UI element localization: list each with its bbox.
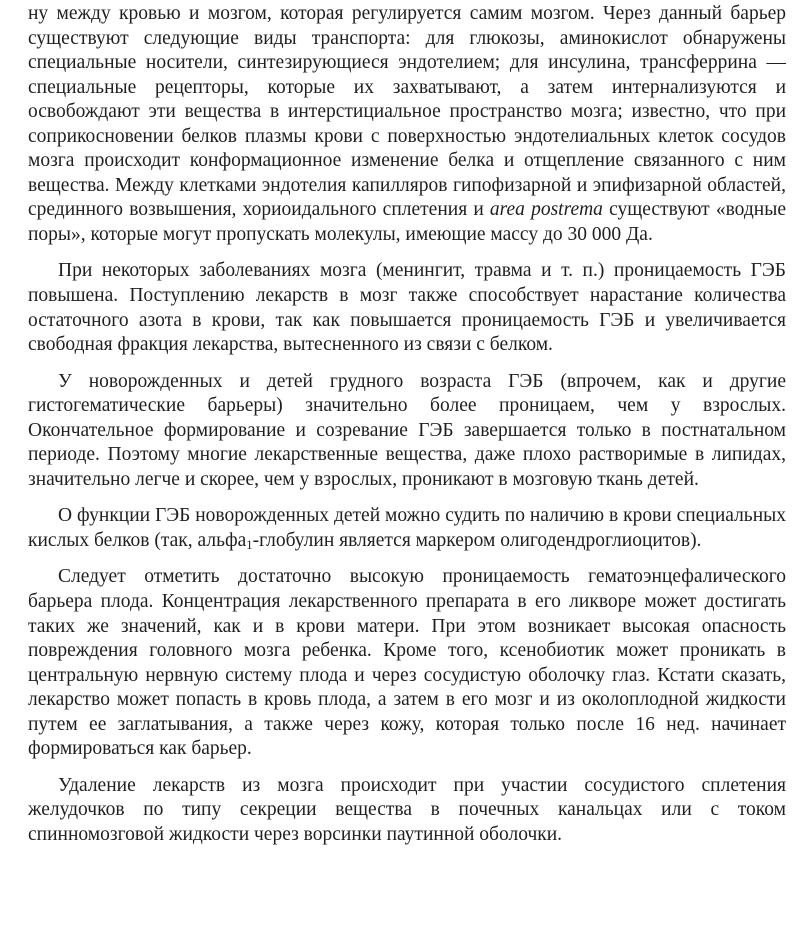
paragraph-1 bbox=[28, 2, 786, 247]
paragraph-4-text-a: О функции ГЭБ новорожденных детей можно судить по наличию в крови специальных кислых белков (так, альфа bbox=[28, 505, 786, 551]
alpha-subscript: 1 bbox=[246, 538, 253, 553]
paragraph-1-text-a: ну между кровью и мозгом, которая регулируется самим мозгом. Через данный барьер существуют следующие виды транспорта: для глюкозы, аминокислот обнаружены специальные носители, синтезирующиеся эндотелием; для инсулина, трансферрина — специальные рецепторы, которые их захватывают, а затем интернализуются и освобождают эти вещества в интерстициальное пространство мозга; известно, что при соприкосновении белков плазмы крови с поверхностью эндотелиальных клеток сосудов мозга происходит конформационное изменение белка и отщепление связанного с ним вещества. Между клетками эндотелия капилляров гипофизарной и эпифизарной областей, срединного возвышения, хориоидального сплетения и bbox=[28, 3, 786, 221]
paragraph-4 bbox=[28, 504, 786, 553]
paragraph-4-text-b: -глобулин является маркером олигодендроглиоцитов). bbox=[252, 529, 702, 551]
latin-term-area-postrema: area postrema bbox=[489, 199, 603, 221]
paragraph-6: Удаление лекарств из мозга происходит при участии сосудистого сплетения желудочков по типу секреции вещества в почечных канальцах или с током спинномозговой жидкости через ворсинки паутинной оболочки. bbox=[28, 774, 786, 845]
paragraph-3: У новорожденных и детей грудного возраста ГЭБ (впрочем, как и другие гистогематические барьеры) значительно более проницаем, чем у взрослых. Окончательное формирование и созревание ГЭБ завершается только в постнатальном периоде. Поэтому многие лекарственные вещества, даже плохо растворимые в липидах, значительно легче и скорее, чем у взрослых, проникают в мозговую ткань детей. bbox=[28, 370, 786, 490]
paragraph-1-text-b: существуют «водные поры», которые могут пропускать молекулы, имеющие массу до 30 000 Да. bbox=[28, 199, 786, 245]
paragraph-2: При некоторых заболеваниях мозга (менингит, травма и т. п.) проницаемость ГЭБ повышена. Поступлению лекарств в мозг также способствует нарастание количества остаточного азота в крови, так как повышается проницаемость ГЭБ и увеличивается свободная фракция лекарства, вытесненного из связи с белком. bbox=[28, 260, 786, 356]
paragraph-5: Следует отметить достаточно высокую проницаемость гематоэнцефалического барьера плода. Концентрация лекарственного препарата в его ликворе может достигать таких же значений, как и в крови матери. При этом возникает высокая опасность повреждения головного мозга ребенка. Кроме того, ксенобиотик может проникать в центральную нервную систему плода и через сосудистую оболочку глаз. Кстати сказать, лекарство может попасть в кровь плода, а затем в его мозг и из околоплодной жидкости путем ее заглатывания, а также через кожу, которая только после 16 нед. начинает формироваться как барьер. bbox=[28, 566, 786, 760]
